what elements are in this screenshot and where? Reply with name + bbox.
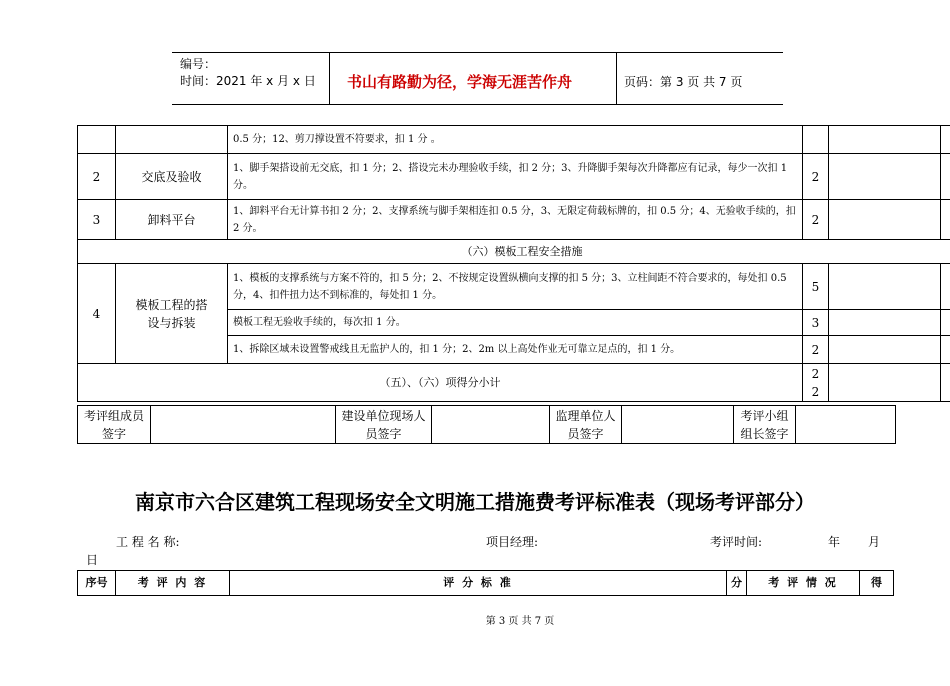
signature-field[interactable] <box>796 406 896 444</box>
subtotal-label: （五）、（六）项得分小计 <box>78 364 803 402</box>
col-header-number: 序号 <box>78 571 116 596</box>
page-number-label: 页码：第 3 页 共 7 页 <box>624 75 743 89</box>
row-number: 3 <box>78 200 116 240</box>
criteria-cell: 1、脚手架搭设前无交底，扣 1 分；2、搭设完未办理验收手续，扣 2 分；3、升降脚手架每次升降都应有记录，每少一次扣 1 分。 <box>228 154 803 200</box>
document-title: 南京市六合区建筑工程现场安全文明施工措施费考评标准表（现场考评部分） <box>135 490 815 514</box>
col-header-content: 考 评 内 容 <box>116 571 230 596</box>
col-header-criteria: 评 分 标 准 <box>230 571 727 596</box>
score-cell: 2 <box>803 200 829 240</box>
signature-label-supervisor: 监理单位人员签字 <box>550 406 622 444</box>
signature-field[interactable] <box>432 406 550 444</box>
signature-field[interactable] <box>151 406 336 444</box>
subtotal-score: 22 <box>803 364 829 402</box>
signature-table <box>77 405 896 444</box>
col-header-status: 考 评 情 况 <box>747 571 860 596</box>
score-cell: 2 <box>803 154 829 200</box>
doc-number-label: 编号： <box>180 57 217 71</box>
year-label: 年 <box>828 535 841 549</box>
month-label: 月 <box>868 535 881 549</box>
score-cell: 5 <box>803 264 829 310</box>
signature-label-owner: 建设单位现场人员签字 <box>336 406 432 444</box>
assessment-time-label: 考评时间: <box>710 535 763 549</box>
table-row <box>78 264 950 310</box>
score-cell: 3 <box>803 310 829 336</box>
col-header-score: 分 <box>727 571 747 596</box>
criteria-cell: 模板工程无验收手续的，每次扣 1 分。 <box>228 310 803 336</box>
doc-time-label: 时间：2021 年 x 月 x 日 <box>180 74 316 88</box>
header-top-rule <box>172 52 783 53</box>
col-header-result: 得 <box>860 571 894 596</box>
row-number: 2 <box>78 154 116 200</box>
criteria-cell: 1、模板的支撑系统与方案不符的，扣 5 分；2、不按规定设置纵横向支撑的扣 5 分；3、立柱间距不符合要求的，每处扣 0.5 分，4、扣件扭力达不到标准的，每处扣 1 分。 <box>228 264 803 310</box>
signature-label-panel: 考评组成员签字 <box>78 406 151 444</box>
table-row <box>78 126 950 154</box>
section-heading: （六）模板工程安全措施 <box>78 240 950 264</box>
header-divider-1 <box>329 52 330 104</box>
project-manager-label: 项目经理: <box>486 535 539 549</box>
item-name: 模板工程的搭设与拆装 <box>116 264 228 364</box>
table-row <box>78 200 950 240</box>
criteria-cell: 1、拆除区域未设置警戒线且无监护人的，扣 1 分；2、2m 以上高处作业无可靠立足点的，扣 1 分。 <box>228 336 803 364</box>
criteria-cell: 1、卸料平台无计算书扣 2 分；2、支撑系统与脚手架相连扣 0.5 分，3、无限定荷载标牌的，扣 0.5 分；4、无验收手续的，扣 2 分。 <box>228 200 803 240</box>
page-footer: 第 3 页 共 7 页 <box>485 616 555 627</box>
score-cell: 2 <box>803 336 829 364</box>
row-number: 4 <box>78 264 116 364</box>
subtotal-row <box>78 364 950 402</box>
criteria-header-table <box>77 570 894 596</box>
item-name: 卸料平台 <box>116 200 228 240</box>
item-name: 交底及验收 <box>116 154 228 200</box>
project-name-label: 工 程 名 称: <box>116 535 180 549</box>
table-row <box>78 154 950 200</box>
signature-label-leader: 考评小组组长签字 <box>734 406 796 444</box>
day-label: 日 <box>86 553 99 567</box>
criteria-cell: 0.5 分；12、剪刀撑设置不符要求，扣 1 分 。 <box>228 126 803 154</box>
assessment-table <box>77 125 950 402</box>
header-row <box>78 571 894 596</box>
header-divider-2 <box>616 52 617 104</box>
section-row <box>78 240 950 264</box>
signature-row <box>78 406 896 444</box>
header-motto: 书山有路勤为径，学海无涯苦作舟 <box>347 73 573 91</box>
signature-field[interactable] <box>622 406 734 444</box>
header-bottom-rule <box>172 104 783 105</box>
